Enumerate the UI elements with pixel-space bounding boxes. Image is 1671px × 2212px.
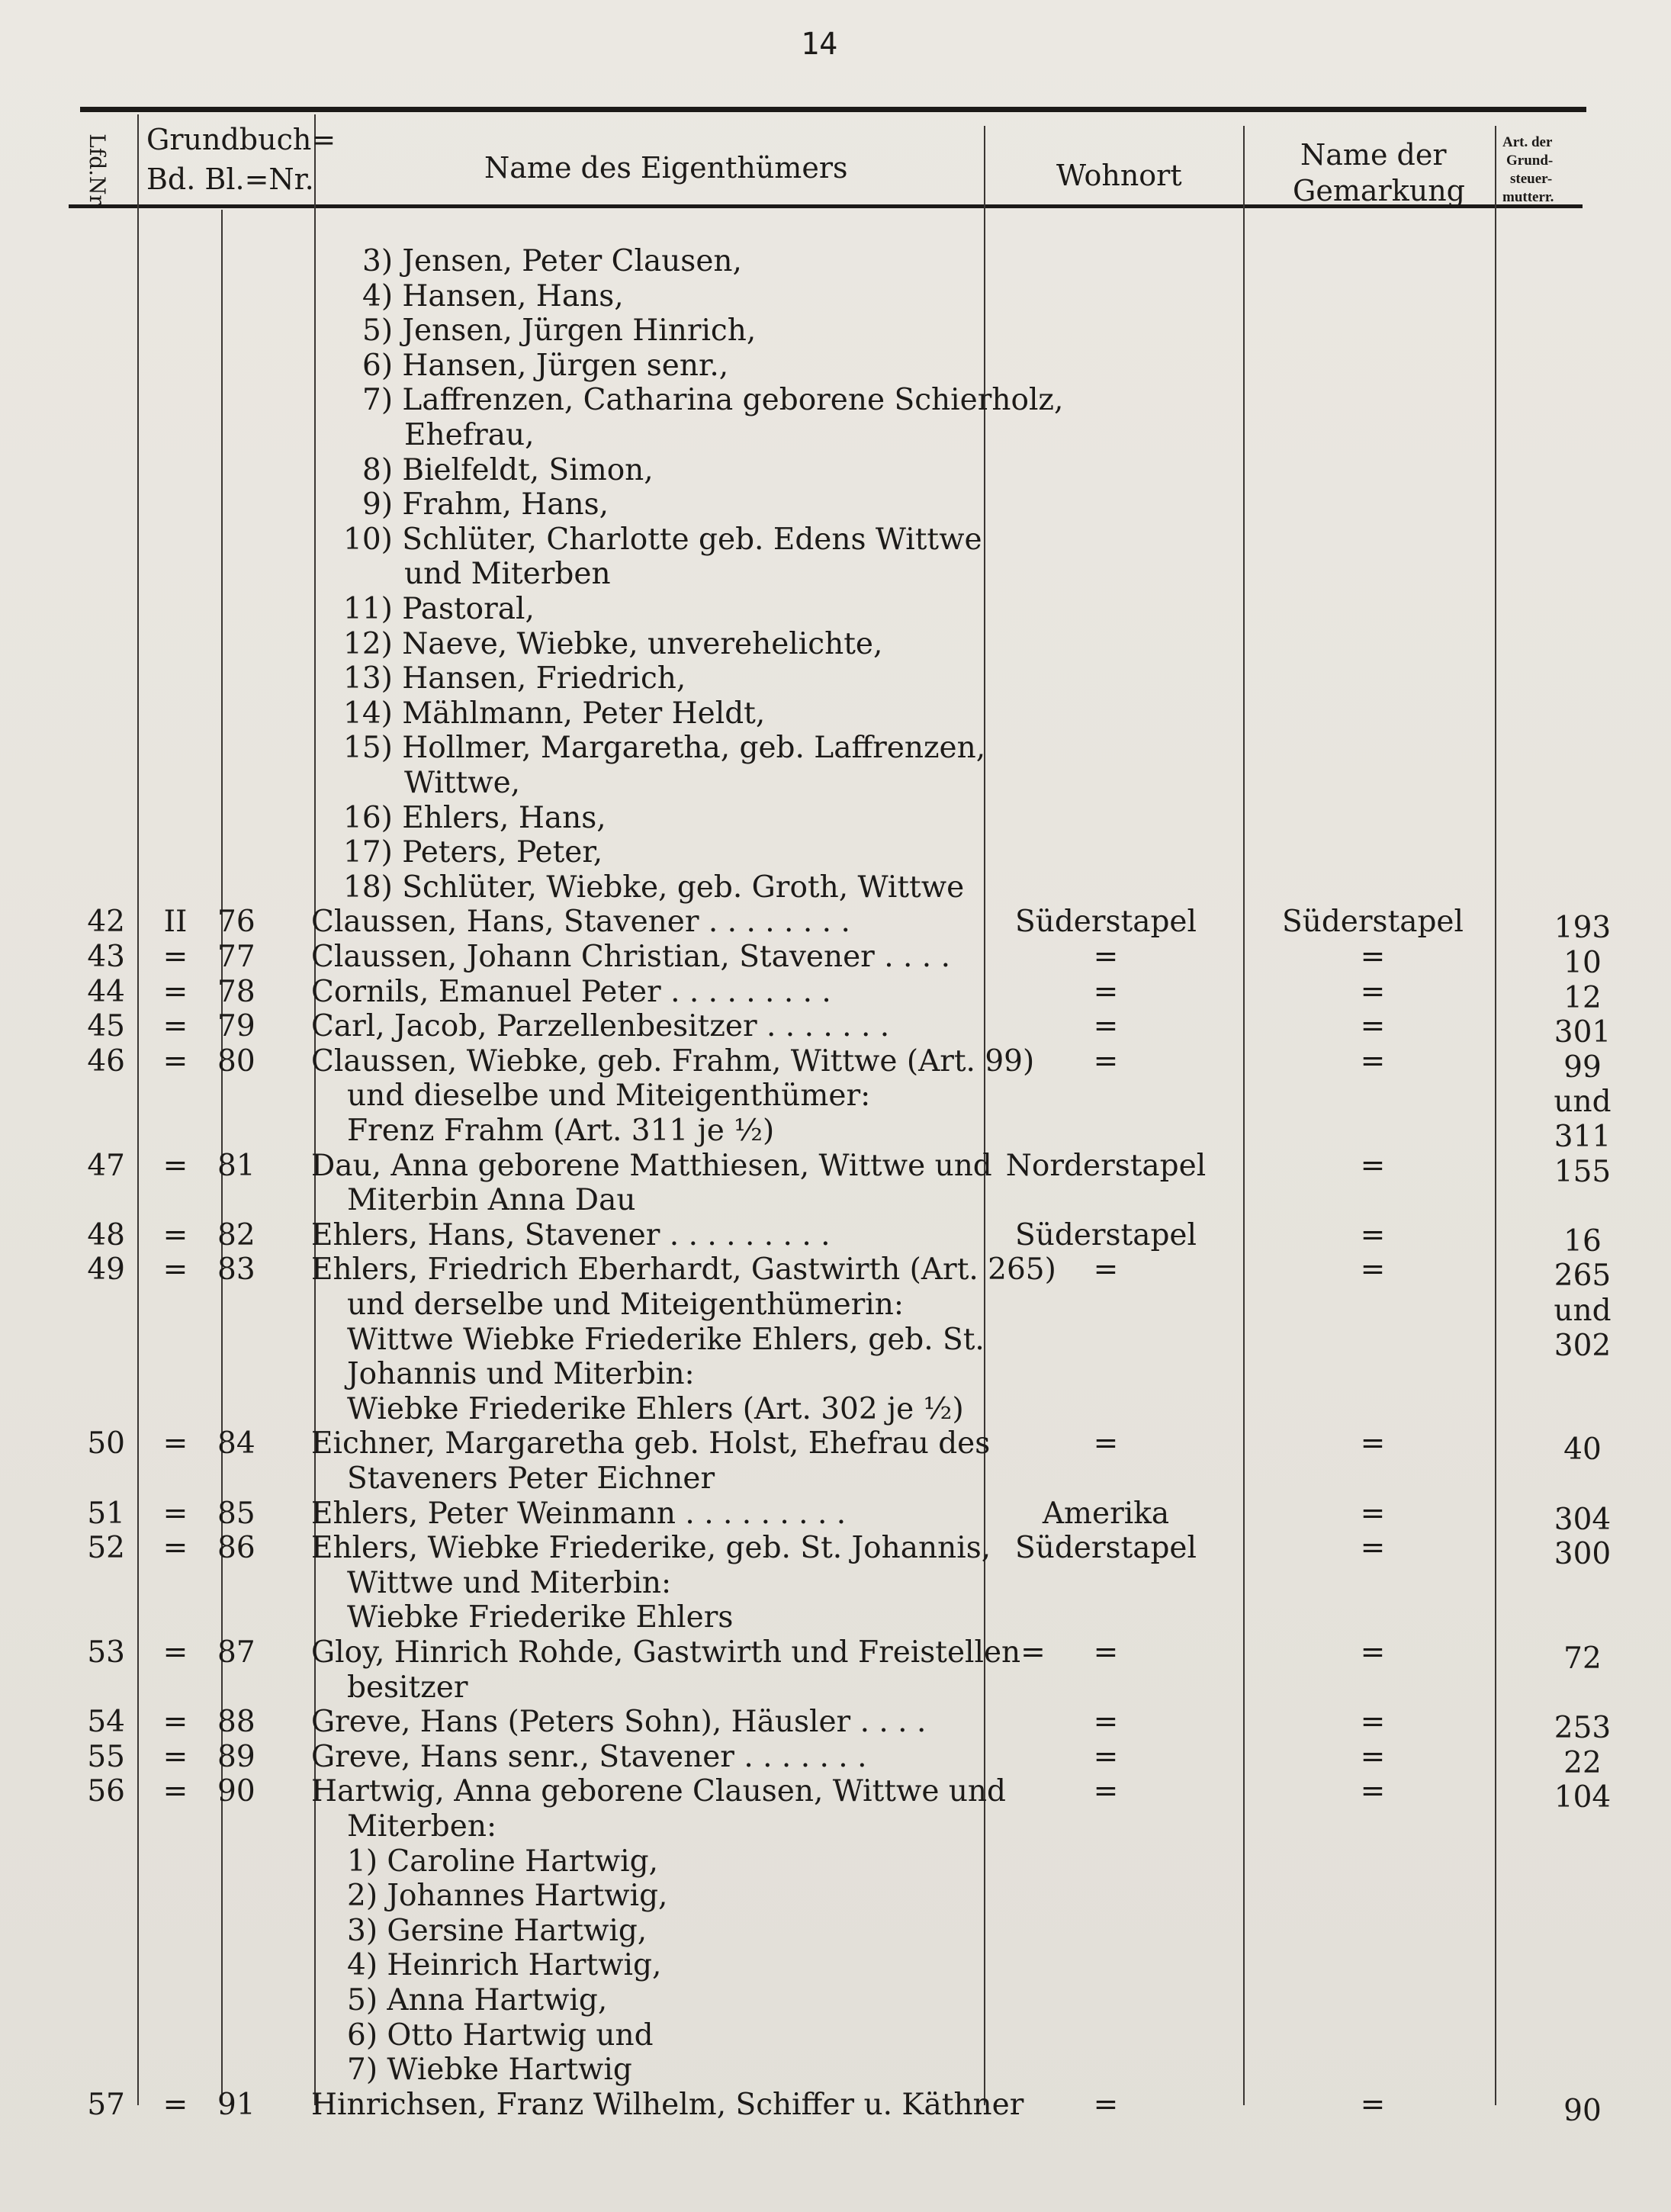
owner-name: 6) Otto Hartwig und xyxy=(347,2018,654,2053)
gemarkung: = xyxy=(1360,1009,1386,1043)
page-number: 14 xyxy=(801,27,838,62)
gemarkung: = xyxy=(1360,975,1386,1009)
heir-name: 13) Hansen, Friedrich, xyxy=(343,661,686,696)
lfd-nr: 46 xyxy=(87,1044,125,1079)
owner-name: Claussen, Johann Christian, Stavener . . . . xyxy=(311,940,950,974)
grundsteuer-art: 22 xyxy=(1563,1746,1602,1780)
owner-name: Claussen, Hans, Stavener . . . . . . . . xyxy=(311,905,850,939)
grundsteuer-art: 90 xyxy=(1563,2094,1602,2128)
wohnort: = xyxy=(1093,1009,1119,1043)
grundsteuer-art: 12 xyxy=(1563,981,1602,1015)
band: II xyxy=(163,905,188,939)
owner-name: Gloy, Hinrich Rohde, Gastwirth und Freistellen= xyxy=(311,1635,1046,1670)
table-row xyxy=(0,1635,1671,1676)
heir-name: und Miterben xyxy=(404,557,611,591)
lfd-nr: 50 xyxy=(87,1426,125,1461)
table-row xyxy=(0,1149,1671,1189)
owner-name: 4) Heinrich Hartwig, xyxy=(347,1948,662,1982)
table-row-continuation xyxy=(0,1183,1671,1218)
table-row-continuation xyxy=(0,1844,1671,1879)
continuation-line xyxy=(0,835,1671,870)
table-row xyxy=(0,1705,1671,1745)
owner-name: Wittwe und Miterbin: xyxy=(347,1566,672,1600)
band: = xyxy=(162,1252,188,1287)
continuation-line xyxy=(0,766,1671,801)
owner-name: 2) Johannes Hartwig, xyxy=(347,1879,668,1913)
blatt-nr: 81 xyxy=(217,1149,255,1183)
gemarkung: Süderstapel xyxy=(1282,905,1464,939)
grundsteuer-art: und xyxy=(1554,1294,1612,1328)
table-row xyxy=(0,940,1671,980)
owner-name: Ehlers, Wiebke Friederike, geb. St. Johannis, xyxy=(311,1531,991,1565)
continuation-line xyxy=(0,801,1671,836)
owner-name: besitzer xyxy=(347,1670,468,1705)
blatt-nr: 79 xyxy=(217,1009,255,1043)
owner-name: Miterben: xyxy=(347,1809,497,1844)
continuation-line xyxy=(0,487,1671,522)
wohnort: = xyxy=(1093,2088,1119,2122)
table-row xyxy=(0,1044,1671,1085)
blatt-nr: 87 xyxy=(217,1635,255,1670)
blatt-nr: 85 xyxy=(217,1497,255,1531)
band: = xyxy=(162,1635,188,1670)
owner-name: Carl, Jacob, Parzellenbesitzer . . . . . . . xyxy=(311,1009,890,1043)
gemarkung: = xyxy=(1360,1218,1386,1252)
table-row-continuation xyxy=(0,2053,1671,2088)
table-row xyxy=(0,1531,1671,1571)
wohnort: = xyxy=(1093,1635,1119,1670)
table-row-continuation xyxy=(0,2018,1671,2053)
header-gemarkung-2: Gemarkung xyxy=(1293,174,1465,207)
band: = xyxy=(162,1705,188,1739)
heir-name: 8) Bielfeldt, Simon, xyxy=(362,453,654,487)
wohnort: = xyxy=(1093,940,1119,974)
continuation-line xyxy=(0,592,1671,627)
table-row-continuation xyxy=(0,1079,1671,1119)
lfd-nr: 57 xyxy=(87,2088,125,2122)
owner-name: Wiebke Friederike Ehlers xyxy=(347,1600,734,1635)
lfd-nr: 55 xyxy=(87,1740,125,1774)
blatt-nr: 78 xyxy=(217,975,255,1009)
continuation-line xyxy=(0,522,1671,558)
grundsteuer-art: 99 xyxy=(1563,1050,1602,1085)
band: = xyxy=(162,1774,188,1809)
blatt-nr: 88 xyxy=(217,1705,255,1739)
table-row-continuation xyxy=(0,1392,1671,1427)
owner-name: 7) Wiebke Hartwig xyxy=(347,2053,632,2087)
continuation-line xyxy=(0,453,1671,488)
grundsteuer-art: 302 xyxy=(1554,1329,1612,1363)
continuation-line xyxy=(0,731,1671,766)
heir-name: 15) Hollmer, Margaretha, geb. Laffrenzen, xyxy=(343,731,986,765)
table-row xyxy=(0,1740,1671,1780)
table-row xyxy=(0,1252,1671,1293)
heir-name: 6) Hansen, Jürgen senr., xyxy=(362,349,729,383)
gemarkung: = xyxy=(1360,1531,1386,1565)
owner-name: Wiebke Friederike Ehlers (Art. 302 je ½) xyxy=(347,1392,964,1426)
lfd-nr: 54 xyxy=(87,1705,125,1739)
table-row xyxy=(0,1426,1671,1467)
owner-name: Miterbin Anna Dau xyxy=(347,1183,636,1217)
band: = xyxy=(162,1044,188,1079)
wohnort: = xyxy=(1093,975,1119,1009)
continuation-line xyxy=(0,383,1671,418)
grundsteuer-art: 301 xyxy=(1554,1015,1612,1050)
lfd-nr: 42 xyxy=(87,905,125,939)
heir-name: 5) Jensen, Jürgen Hinrich, xyxy=(362,313,757,348)
owner-name: Wittwe Wiebke Friederike Ehlers, geb. St. xyxy=(347,1323,985,1357)
gemarkung: = xyxy=(1360,1705,1386,1739)
wohnort: = xyxy=(1093,1252,1119,1287)
table-row-continuation xyxy=(0,1670,1671,1706)
table-row xyxy=(0,1009,1671,1050)
blatt-nr: 91 xyxy=(217,2088,255,2122)
owner-name: Ehlers, Peter Weinmann . . . . . . . . . xyxy=(311,1497,847,1531)
heir-name: 17) Peters, Peter, xyxy=(343,835,603,870)
header-art-3: steuer- xyxy=(1510,171,1553,187)
gemarkung: = xyxy=(1360,1426,1386,1461)
band: = xyxy=(162,1740,188,1774)
grundsteuer-art: 311 xyxy=(1554,1120,1612,1154)
table-row xyxy=(0,905,1671,945)
owner-name: und dieselbe und Miteigenthümer: xyxy=(347,1079,871,1113)
wohnort: = xyxy=(1093,1774,1119,1809)
owner-name: Greve, Hans (Peters Sohn), Häusler . . . . xyxy=(311,1705,927,1739)
owner-name: Johannis und Miterbin: xyxy=(347,1357,695,1391)
lfd-nr: 49 xyxy=(87,1252,125,1287)
wohnort: Süderstapel xyxy=(1015,1218,1197,1252)
gemarkung: = xyxy=(1360,1635,1386,1670)
grundsteuer-art: 253 xyxy=(1554,1711,1612,1745)
continuation-line xyxy=(0,557,1671,592)
blatt-nr: 90 xyxy=(217,1774,255,1809)
table-row-continuation xyxy=(0,1323,1671,1363)
owner-name: und derselbe und Miteigenthümerin: xyxy=(347,1288,905,1322)
gemarkung: = xyxy=(1360,1774,1386,1809)
owner-name: 5) Anna Hartwig, xyxy=(347,1983,608,2017)
wohnort: = xyxy=(1093,1044,1119,1079)
owner-name: Staveners Peter Eichner xyxy=(347,1461,715,1496)
owner-name: Ehlers, Friedrich Eberhardt, Gastwirth (Art. 265) xyxy=(311,1252,1056,1287)
header-bd-bl-nr: Bd. Bl.=Nr. xyxy=(146,162,314,196)
owner-name: 3) Gersine Hartwig, xyxy=(347,1914,648,1948)
heir-name: 7) Laffrenzen, Catharina geborene Schierholz, xyxy=(362,383,1064,417)
header-art-1: Art. der xyxy=(1502,134,1553,150)
header-art-2: Grund- xyxy=(1506,153,1554,169)
heir-name: Ehefrau, xyxy=(404,418,535,452)
lfd-nr: 44 xyxy=(87,975,125,1009)
heir-name: 18) Schlüter, Wiebke, geb. Groth, Wittwe xyxy=(343,870,965,905)
band: = xyxy=(162,940,188,974)
lfd-nr: 53 xyxy=(87,1635,125,1670)
continuation-line xyxy=(0,418,1671,453)
grundsteuer-art: 10 xyxy=(1563,946,1602,980)
grundsteuer-art: 16 xyxy=(1563,1224,1602,1259)
blatt-nr: 76 xyxy=(217,905,255,939)
grundsteuer-art: 155 xyxy=(1554,1155,1612,1189)
grundsteuer-art: 40 xyxy=(1563,1432,1602,1467)
grundsteuer-art: 265 xyxy=(1554,1259,1612,1293)
table-row-continuation xyxy=(0,1357,1671,1392)
heir-name: 9) Frahm, Hans, xyxy=(362,487,609,522)
blatt-nr: 77 xyxy=(217,940,255,974)
table-row xyxy=(0,1774,1671,1815)
band: = xyxy=(162,1218,188,1252)
band: = xyxy=(162,975,188,1009)
owner-name: Cornils, Emanuel Peter . . . . . . . . . xyxy=(311,975,831,1009)
table-row-continuation xyxy=(0,1983,1671,2018)
grundsteuer-art: 304 xyxy=(1554,1503,1612,1537)
owner-name: Hartwig, Anna geborene Clausen, Wittwe und xyxy=(311,1774,1007,1809)
table-row-continuation xyxy=(0,1879,1671,1914)
table-row xyxy=(0,975,1671,1015)
blatt-nr: 83 xyxy=(217,1252,255,1287)
continuation-line xyxy=(0,349,1671,384)
continuation-line xyxy=(0,870,1671,905)
wohnort: = xyxy=(1093,1426,1119,1461)
heir-name: 16) Ehlers, Hans, xyxy=(343,801,606,835)
table-row-continuation xyxy=(0,1114,1671,1154)
blatt-nr: 80 xyxy=(217,1044,255,1079)
lfd-nr: 45 xyxy=(87,1009,125,1043)
wohnort: = xyxy=(1093,1740,1119,1774)
grundsteuer-art: 300 xyxy=(1554,1537,1612,1571)
band: = xyxy=(162,2088,188,2122)
continuation-line xyxy=(0,661,1671,696)
continuation-line xyxy=(0,244,1671,279)
band: = xyxy=(162,1426,188,1461)
lfd-nr: 48 xyxy=(87,1218,125,1252)
wohnort: Süderstapel xyxy=(1015,1531,1197,1565)
blatt-nr: 82 xyxy=(217,1218,255,1252)
wohnort: Norderstapel xyxy=(1005,1149,1207,1183)
gemarkung: = xyxy=(1360,1149,1386,1183)
heir-name: 12) Naeve, Wiebke, unverehelichte, xyxy=(343,627,883,661)
continuation-line xyxy=(0,313,1671,349)
owner-name: 1) Caroline Hartwig, xyxy=(347,1844,658,1879)
header-art-4: mutterr. xyxy=(1502,189,1554,205)
band: = xyxy=(162,1009,188,1043)
lfd-nr: 56 xyxy=(87,1774,125,1809)
owner-name: Ehlers, Hans, Stavener . . . . . . . . . xyxy=(311,1218,831,1252)
gemarkung: = xyxy=(1360,2088,1386,2122)
owner-name: Frenz Frahm (Art. 311 je ½) xyxy=(347,1114,775,1148)
lfd-nr: 51 xyxy=(87,1497,125,1531)
gemarkung: = xyxy=(1360,1044,1386,1079)
wohnort: = xyxy=(1093,1705,1119,1739)
continuation-line xyxy=(0,696,1671,731)
grundsteuer-art: 104 xyxy=(1554,1780,1612,1815)
header-top-rule xyxy=(80,107,1586,112)
heir-name: Wittwe, xyxy=(404,766,521,800)
band: = xyxy=(162,1149,188,1183)
owner-name: Dau, Anna geborene Matthiesen, Wittwe und xyxy=(311,1149,992,1183)
table-row-continuation xyxy=(0,1600,1671,1635)
gemarkung: = xyxy=(1360,1252,1386,1287)
owner-name: Hinrichsen, Franz Wilhelm, Schiffer u. Käthner xyxy=(311,2088,1024,2122)
band: = xyxy=(162,1531,188,1565)
header-wohnort: Wohnort xyxy=(1056,159,1182,192)
header-gemarkung-1: Name der xyxy=(1300,138,1447,172)
table-row xyxy=(0,1218,1671,1259)
gemarkung: = xyxy=(1360,1497,1386,1531)
band: = xyxy=(162,1497,188,1531)
blatt-nr: 86 xyxy=(217,1531,255,1565)
table-row-continuation xyxy=(0,1914,1671,1949)
gemarkung: = xyxy=(1360,940,1386,974)
table-row-continuation xyxy=(0,1809,1671,1844)
continuation-line xyxy=(0,279,1671,314)
blatt-nr: 89 xyxy=(217,1740,255,1774)
header-grundbuch: Grundbuch= xyxy=(146,123,336,156)
header-name: Name des Eigenthümers xyxy=(484,151,848,185)
gemarkung: = xyxy=(1360,1740,1386,1774)
table-row-continuation xyxy=(0,1566,1671,1601)
owner-name: Eichner, Margaretha geb. Holst, Ehefrau des xyxy=(311,1426,991,1461)
heir-name: 14) Mählmann, Peter Heldt, xyxy=(343,696,766,731)
lfd-nr: 47 xyxy=(87,1149,125,1183)
continuation-line xyxy=(0,627,1671,662)
grundsteuer-art: 193 xyxy=(1554,911,1612,945)
lfd-nr: 43 xyxy=(87,940,125,974)
table-row-continuation xyxy=(0,1288,1671,1328)
owner-name: Greve, Hans senr., Stavener . . . . . . . xyxy=(311,1740,867,1774)
heir-name: 11) Pastoral, xyxy=(343,592,535,626)
heir-name: 10) Schlüter, Charlotte geb. Edens Wittwe xyxy=(343,522,982,557)
owner-name: Claussen, Wiebke, geb. Frahm, Wittwe (Art. 99) xyxy=(311,1044,1035,1079)
table-row-continuation xyxy=(0,1948,1671,1983)
lfd-nr: 52 xyxy=(87,1531,125,1565)
heir-name: 4) Hansen, Hans, xyxy=(362,279,624,313)
table-row xyxy=(0,1497,1671,1537)
header-lfd-nr: Lfd.Nr. xyxy=(85,133,110,210)
blatt-nr: 84 xyxy=(217,1426,255,1461)
wohnort: Süderstapel xyxy=(1015,905,1197,939)
table-row xyxy=(0,2088,1671,2128)
wohnort: Amerika xyxy=(1042,1497,1170,1531)
table-row-continuation xyxy=(0,1461,1671,1497)
heir-name: 3) Jensen, Peter Clausen, xyxy=(362,244,742,278)
grundsteuer-art: 72 xyxy=(1563,1641,1602,1676)
grundsteuer-art: und xyxy=(1554,1085,1612,1119)
